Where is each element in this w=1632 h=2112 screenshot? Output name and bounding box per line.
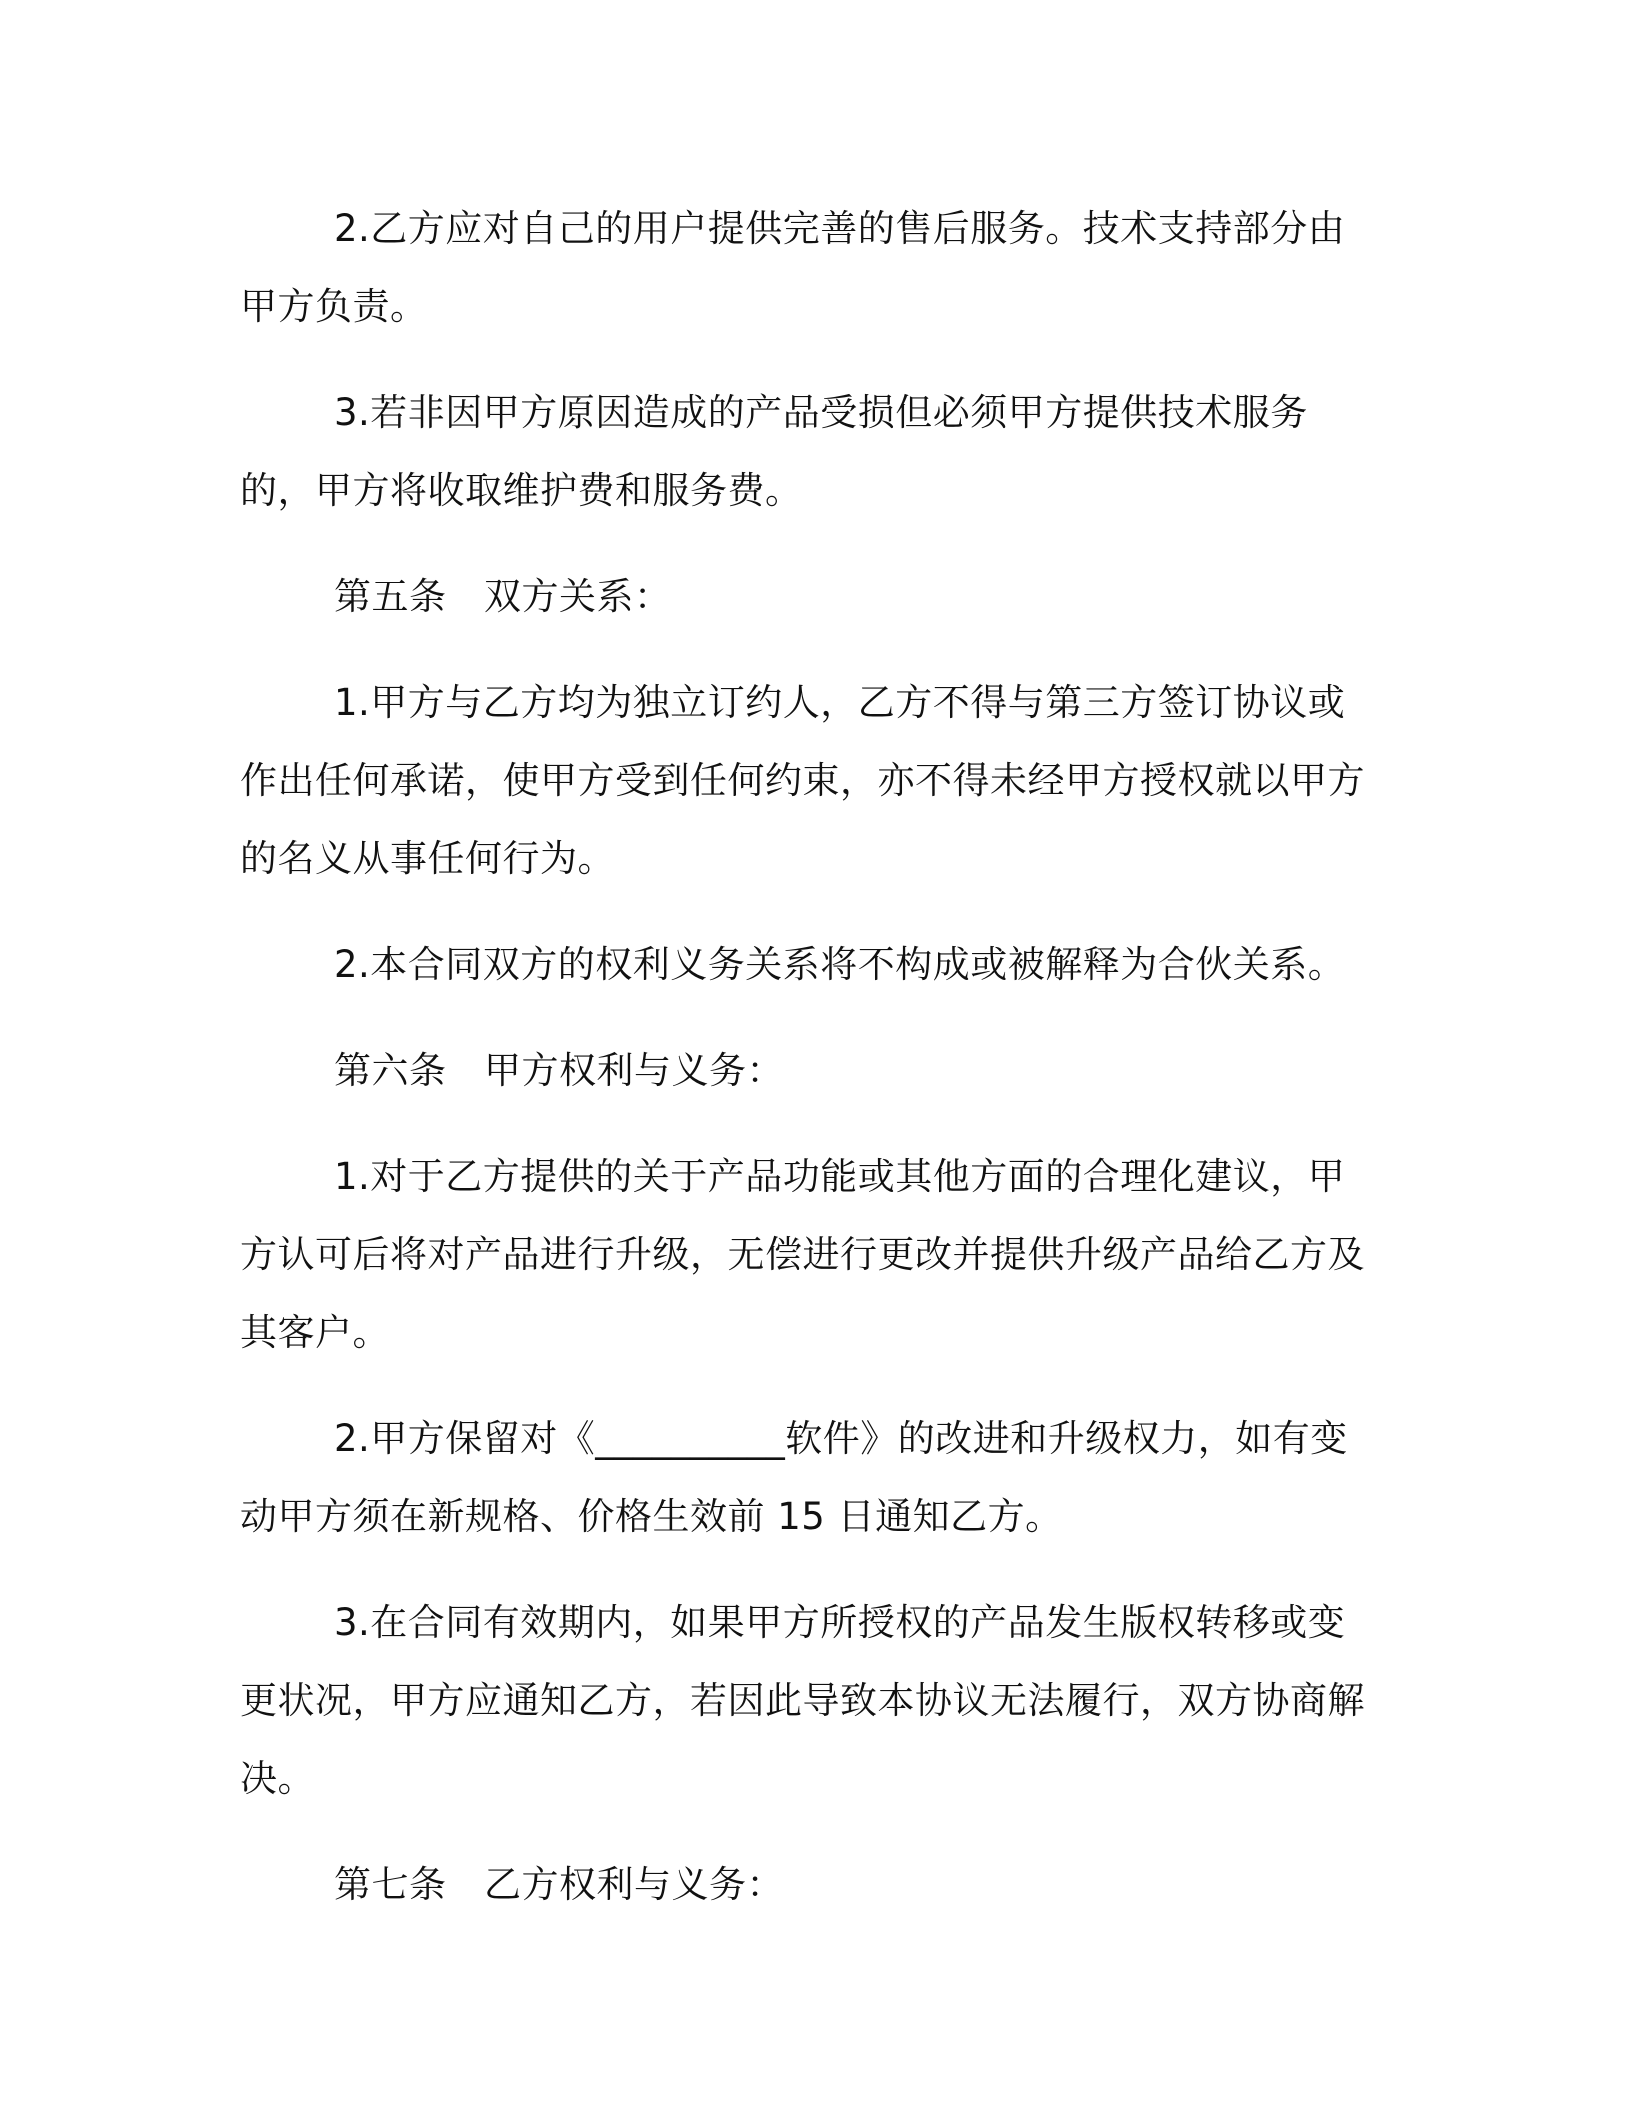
article-5-paragraph-2: 2.本合同双方的权利义务关系将不构成或被解释为合伙关系。 <box>334 943 1346 986</box>
article-6-heading: 第六条 甲方权利与义务： <box>334 1049 784 1092</box>
article-6-paragraph-3: 3.在合同有效期内，如果甲方所授权的产品发生版权转移或变更状况，甲方应通知乙方，若因此导致本协议无法履行，双方协商解决。 <box>240 1601 1365 1800</box>
document-body <box>240 190 1380 1952</box>
article-7-heading: 第七条 乙方权利与义务： <box>334 1863 784 1906</box>
paragraph-3-maintenance-fee: 3.若非因甲方原因造成的产品受损但必须甲方提供技术服务的，甲方将收取维护费和服务费。 <box>240 391 1308 512</box>
paragraph-2-after-sales: 2.乙方应对自己的用户提供完善的售后服务。技术支持部分由甲方负责。 <box>240 207 1346 328</box>
article-5-heading: 第五条 双方关系： <box>334 575 672 618</box>
article-5-paragraph-1: 1.甲方与乙方均为独立订约人，乙方不得与第三方签订协议或作出任何承诺，使甲方受到任何约束，亦不得未经甲方授权就以甲方的名义从事任何行为。 <box>240 681 1365 880</box>
article-6-paragraph-1: 1.对于乙方提供的关于产品功能或其他方面的合理化建议，甲方认可后将对产品进行升级，无偿进行更改并提供升级产品给乙方及其客户。 <box>240 1155 1365 1354</box>
article-6-paragraph-2: 2.甲方保留对《__________软件》的改进和升级权力，如有变动甲方须在新规格、价格生效前 15 日通知乙方。 <box>240 1417 1348 1538</box>
